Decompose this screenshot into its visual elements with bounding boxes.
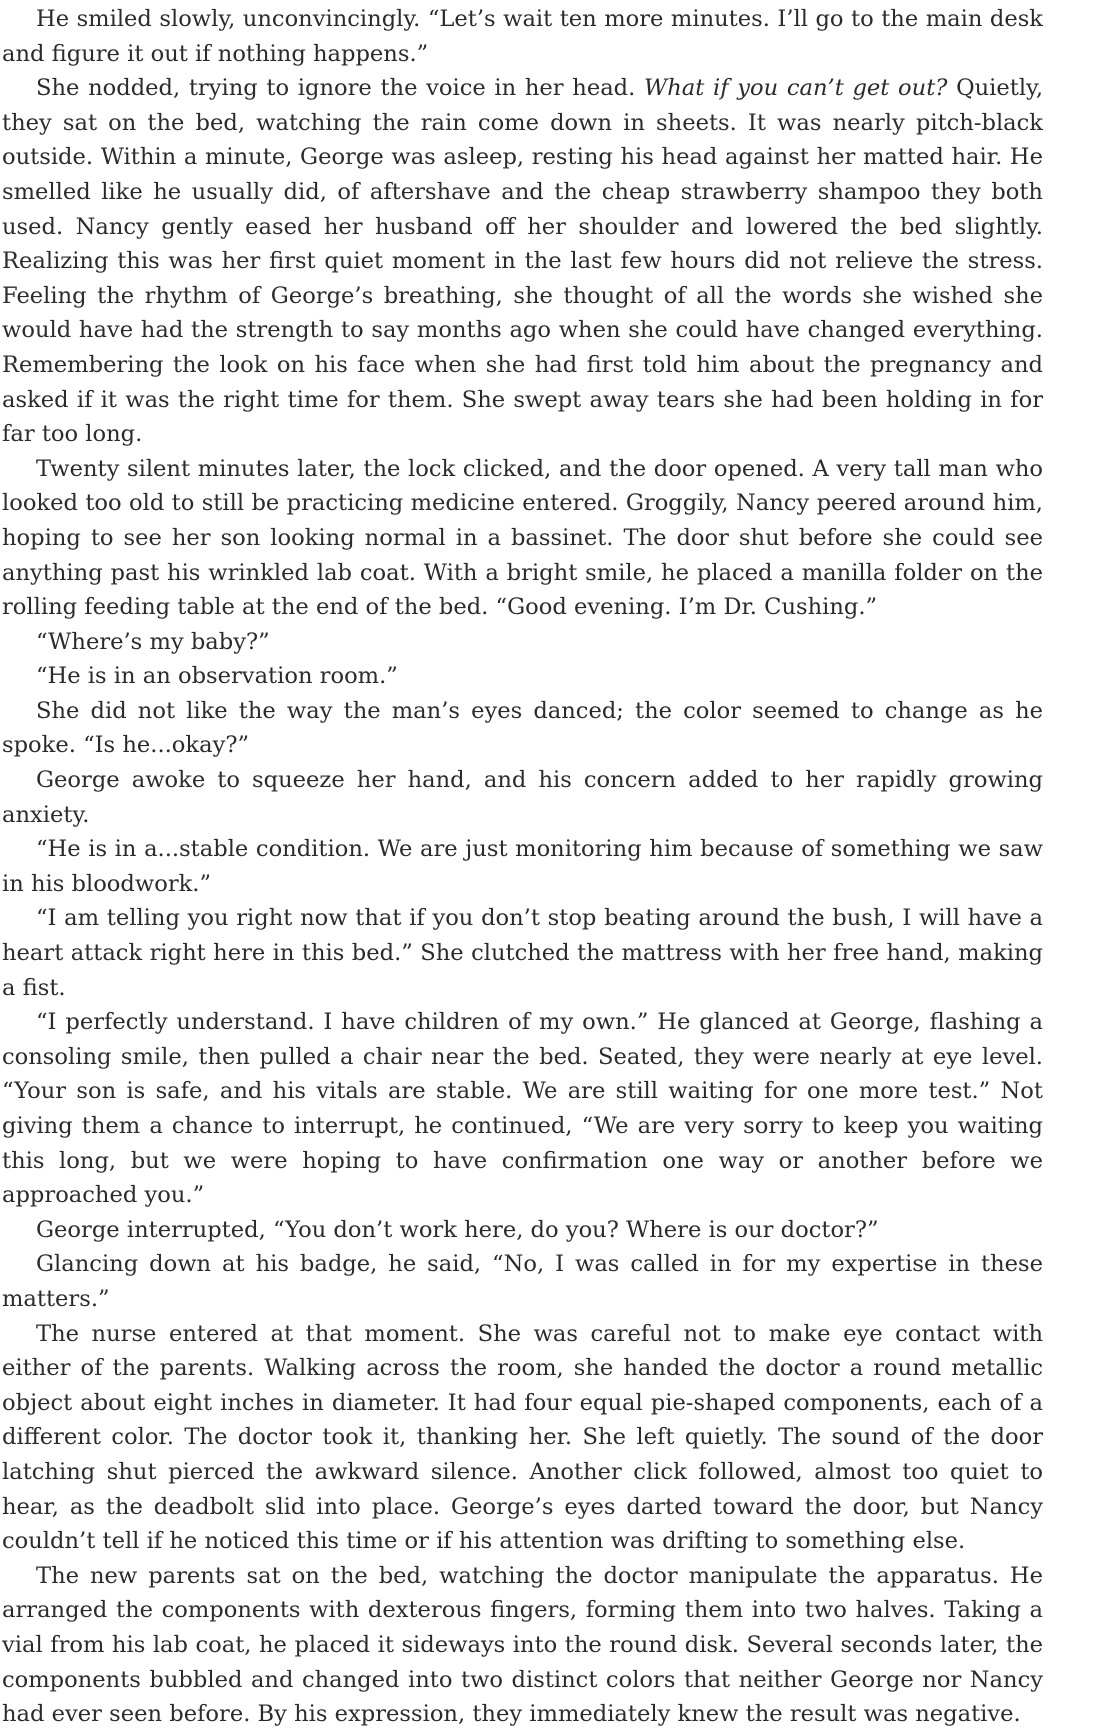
paragraph: “He is in an observation room.” [36, 663, 398, 690]
paragraph [2, 71, 1043, 452]
paragraph: The new parents sat on the bed, watching the doctor manipulate the apparatus. He arranged the components with dexterous fingers, forming them into two halves. Taking a vial from his lab coat, he placed it sideways into the round disk. Several seconds later, the components bubbled and changed into two distinct colors that neither George nor Nancy had ever seen before. By his expression, they immediately knew the result was negative. [2, 1562, 1043, 1728]
paragraph: George awoke to squeeze her hand, and his concern added to her rapidly growing anxiety. [2, 767, 1043, 828]
paragraph: “I am telling you right now that if you don’t stop beating around the bush, I will have a heart attack right here in this bed.” She clutched the mattress with her free hand, making a fist. [2, 905, 1043, 1001]
paragraph: The nurse entered at that moment. She was careful not to make eye contact with either of the parents. Walking across the room, she handed the doctor a round metallic object about eight inches in diameter. It had four equal pie-shaped components, each of a different color. The doctor took it, thanking her. She left quietly. The sound of the door latching shut pierced the awkward silence. Another click followed, almost too quiet to hear, as the deadbolt slid into place. George’s eyes darted toward the door, but Nancy couldn’t tell if he noticed this time or if his attention was drifting to something else. [2, 1320, 1043, 1555]
paragraph: George interrupted, “You don’t work here, do you? Where is our doctor?” [36, 1216, 879, 1243]
paragraph: He smiled slowly, unconvincingly. “Let’s wait ten more minutes. I’ll go to the main desk and figure it out if nothing happens.” [2, 6, 1043, 67]
paragraph: Twenty silent minutes later, the lock clicked, and the door opened. A very tall man who looked too old to still be practicing medicine entered. Groggily, Nancy peered around him, hoping to see her son looking normal in a bassinet. The door shut before she could see anything past his wrinkled lab coat. With a bright smile, he placed a manilla folder on the rolling feeding table at the end of the bed. “Good evening. I’m Dr. Cushing.” [2, 455, 1043, 621]
paragraph-text: Quietly, they sat on the bed, watching the rain come down in sheets. It was nearly pitch-black outside. Within a minute, George was asleep, resting his head against her matted hair. He smelled like he usually did, of aftershave and the cheap strawberry shampoo they both used. Nancy gently eased her husband off her shoulder and lowered the bed slightly. Realizing this was her first quiet moment in the last few hours did not relieve the stress. Feeling the rhythm of George’s breathing, she thought of all the words she wished she would have had the strength to say months ago when she could have changed everything. Remembering the look on his face when she had first told him about the pregnancy and asked if it was the right time for them. She swept away tears she had been holding in for far too long. [2, 75, 1044, 448]
paragraph: She did not like the way the man’s eyes danced; the color seemed to change as he spoke. “Is he...okay?” [2, 697, 1043, 759]
paragraph: Glancing down at his badge, he said, “No, I was called in for my expertise in these matters.” [2, 1251, 1043, 1312]
body-text [2, 2, 1043, 1732]
paragraph: “I perfectly understand. I have children of my own.” He glanced at George, flashing a consoling smile, then pulled a chair near the bed. Seated, they were nearly at eye level. “Your son is safe, and his vitals are stable. We are still waiting for one more test.” Not giving them a chance to interrupt, he continued, “We are very sorry to keep you waiting this long, but we were hoping to have confirmation one way or another before we approached you.” [2, 1009, 1043, 1209]
italic-thought: What if you can’t get out? [644, 75, 948, 102]
paragraph: “Where’s my baby?” [36, 628, 270, 655]
paragraph: “He is in a...stable condition. We are just monitoring him because of something we saw in his bloodwork.” [2, 836, 1043, 897]
paragraph-text: She nodded, trying to ignore the voice in her head. [36, 75, 644, 102]
